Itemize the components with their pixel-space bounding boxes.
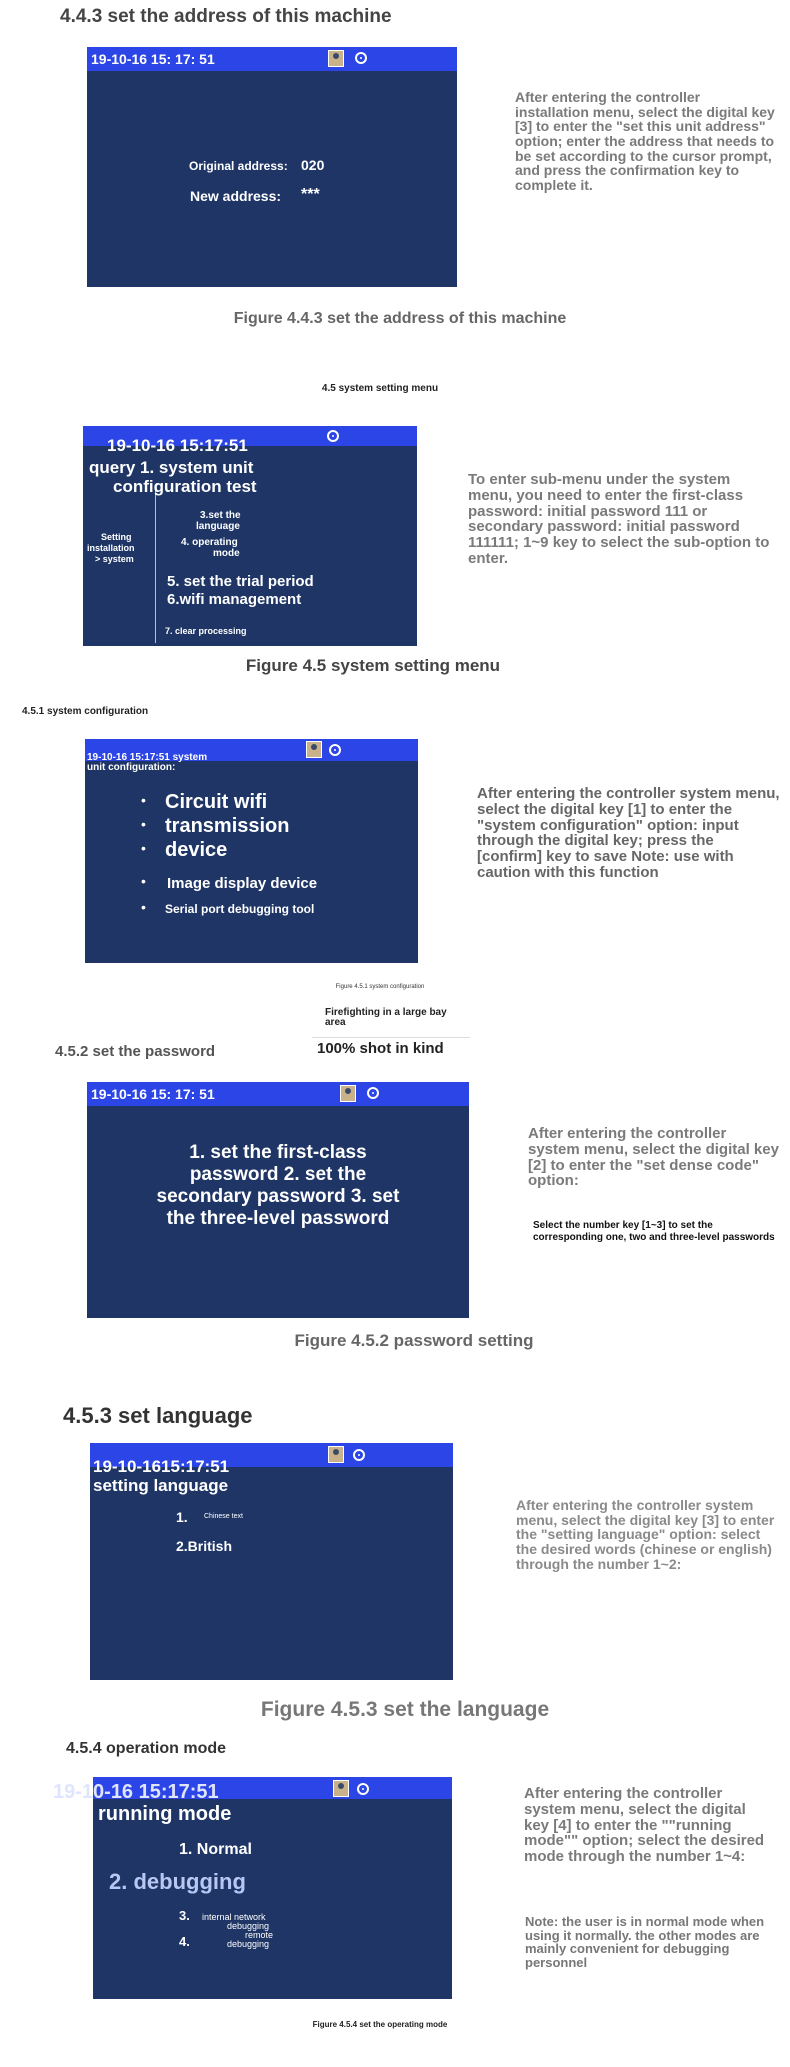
password-line-1: 1. set the first-class	[189, 1142, 367, 1163]
description-4-5-4: After entering the controller system menu, select the digital key [4] to enter the ""running mode"" option; select the desired mode through the number 1~4:	[524, 1785, 765, 1865]
bullet-icon: •	[141, 816, 146, 832]
mode-option-debugging[interactable]: 2. debugging	[109, 1869, 246, 1894]
description-4-5: To enter sub-menu under the system menu, you need to enter the first-class password: initial password 111 or secondary password: initial password 111111; 1~9 key to select the sub-option to enter.	[468, 471, 770, 567]
caption-4-5-2: Figure 4.5.2 password setting	[294, 1331, 534, 1350]
config-item-3: device	[165, 839, 228, 861]
config-item-2: transmission	[165, 815, 290, 837]
user-icon	[340, 1085, 356, 1102]
mode-option-debugging-4: debugging	[227, 1939, 270, 1949]
mode-option-debugging-3: debugging	[227, 1921, 270, 1931]
running-mode-screen	[53, 1777, 452, 1999]
menu-line-1: query 1. system unit	[89, 458, 254, 477]
mode-option-internal-network[interactable]: internal network	[202, 1912, 266, 1922]
bullet-icon: •	[141, 792, 146, 808]
status-bar	[87, 1082, 469, 1106]
option-4b: mode	[213, 548, 240, 559]
screen-subtitle: running mode	[98, 1803, 232, 1825]
status-bar	[87, 47, 457, 71]
original-address-label: Original address:	[189, 159, 288, 173]
side-label-1: Setting	[101, 532, 132, 542]
section-title-4-5-4: 4.5.4 operation mode	[66, 1740, 227, 1757]
mode-option-remote[interactable]: remote	[245, 1930, 274, 1940]
new-address-label: New address:	[190, 188, 282, 204]
mode-option-normal[interactable]: 1. Normal	[179, 1841, 252, 1858]
menu-line-2: configuration test	[113, 477, 257, 496]
clock-icon	[355, 52, 367, 64]
password-line-2: password 2. set the	[189, 1164, 367, 1185]
section-title-4-5: 4.5 system setting menu	[321, 383, 439, 394]
description-4-5-1: After entering the controller system menu, select the digital key [1] to enter the "system configuration" option: input through the digital key; press the [confirm] key to save Note: use with caution with this function	[477, 785, 780, 881]
address-screen	[87, 47, 457, 287]
section-title-4-5-3: 4.5.3 set language	[63, 1403, 253, 1428]
section-title-4-5-1: 4.5.1 system configuration	[22, 706, 149, 717]
bullet-icon: •	[141, 840, 146, 856]
option-3b: language	[196, 521, 240, 532]
section-title-4-5-2: 4.5.2 set the password	[55, 1043, 216, 1060]
menu-divider	[155, 488, 156, 643]
option-6: 6.wifi management	[167, 591, 302, 608]
system-menu-screen	[83, 426, 417, 646]
description-4-5-2-detail: Select the number key [1~3] to set the corresponding one, two and three-level passwords	[533, 1220, 775, 1243]
description-4-4-3: After entering the controller installation menu, select the digital key [3] to enter the "set this unit address" option; enter the address that needs to be set according to the cursor prompt, and press the confirmation key to complete it.	[515, 89, 775, 194]
status-time: 19-10-16 15: 17: 51	[91, 51, 215, 67]
system-config-screen	[85, 739, 418, 963]
option-5: 5. set the trial period	[167, 573, 314, 590]
password-screen	[87, 1082, 469, 1318]
section-title-4-4-3: 4.4.3 set the address of this machine	[60, 6, 392, 27]
clock-icon	[357, 1783, 369, 1795]
option-3a: 3.set the	[200, 510, 241, 521]
user-icon	[328, 50, 344, 67]
user-icon	[333, 1780, 349, 1797]
caption-4-5-1: Figure 4.5.1 system configuration	[335, 984, 425, 990]
user-icon	[328, 1446, 344, 1463]
caption-4-5: Figure 4.5 system setting menu	[245, 656, 501, 675]
language-option-british[interactable]: 2.British	[176, 1538, 233, 1554]
option-7: 7. clear processing	[165, 626, 247, 636]
screen-subtitle: setting language	[93, 1476, 229, 1495]
language-option-chinese[interactable]: Chinese text	[204, 1513, 243, 1520]
config-item-5: Serial port debugging tool	[165, 902, 315, 916]
description-4-5-3: After entering the controller system menu, select the digital key [3] to enter the "setting language" option: select the desired words (chinese or english) through the number 1~2:	[516, 1497, 775, 1572]
option-number-3: 3.	[179, 1908, 190, 1923]
option-number-1: 1.	[176, 1509, 188, 1525]
side-label-3: > system	[95, 554, 134, 564]
new-address-value: ***	[301, 186, 320, 203]
user-icon	[306, 741, 322, 758]
note-4-5-4: Note: the user is in normal mode when using it normally. the other modes are mainly convenient for debugging personnel	[525, 1914, 765, 1970]
caption-4-5-3: Figure 4.5.3 set the language	[260, 1698, 550, 1721]
bullet-icon: •	[141, 873, 146, 889]
screen-subtitle: unit configuration:	[87, 762, 176, 773]
clock-icon	[367, 1087, 379, 1099]
config-item-1: Circuit wifi	[165, 791, 268, 813]
original-address-value: 020	[301, 157, 325, 173]
side-label-2: installation	[87, 543, 135, 553]
option-number-4: 4.	[179, 1934, 190, 1949]
config-item-4: Image display device	[167, 875, 318, 892]
screen-time: 19-10-16 15:17:51 system	[87, 752, 208, 763]
option-4a: 4. operating	[181, 537, 238, 548]
password-line-3: secondary password 3. set	[156, 1186, 400, 1207]
screen-time: 19-10-16 15:17:51	[53, 1781, 219, 1803]
password-line-4: the three-level password	[166, 1208, 390, 1229]
caption-4-4-3: Figure 4.4.3 set the address of this machine	[233, 310, 567, 327]
note-divider	[312, 1037, 470, 1038]
description-4-5-2: After entering the controller system menu, select the digital key [2] to enter the "set dense code" option:	[528, 1125, 779, 1190]
screen-time: 19-10-1615:17:51	[93, 1457, 230, 1476]
screen-time: 19-10-16 15:17:51	[107, 436, 248, 455]
clock-icon	[353, 1449, 365, 1461]
status-time: 19-10-16 15: 17: 51	[91, 1086, 215, 1102]
clock-icon	[329, 744, 341, 756]
note-shot-in-kind: 100% shot in kind	[317, 1040, 444, 1057]
bullet-icon: •	[141, 899, 146, 915]
caption-4-5-4: Figure 4.5.4 set the operating mode	[312, 2020, 448, 2029]
language-screen	[90, 1443, 453, 1680]
note-firefighting: Firefighting in a large bay area	[325, 1007, 447, 1028]
clock-icon	[327, 430, 339, 442]
